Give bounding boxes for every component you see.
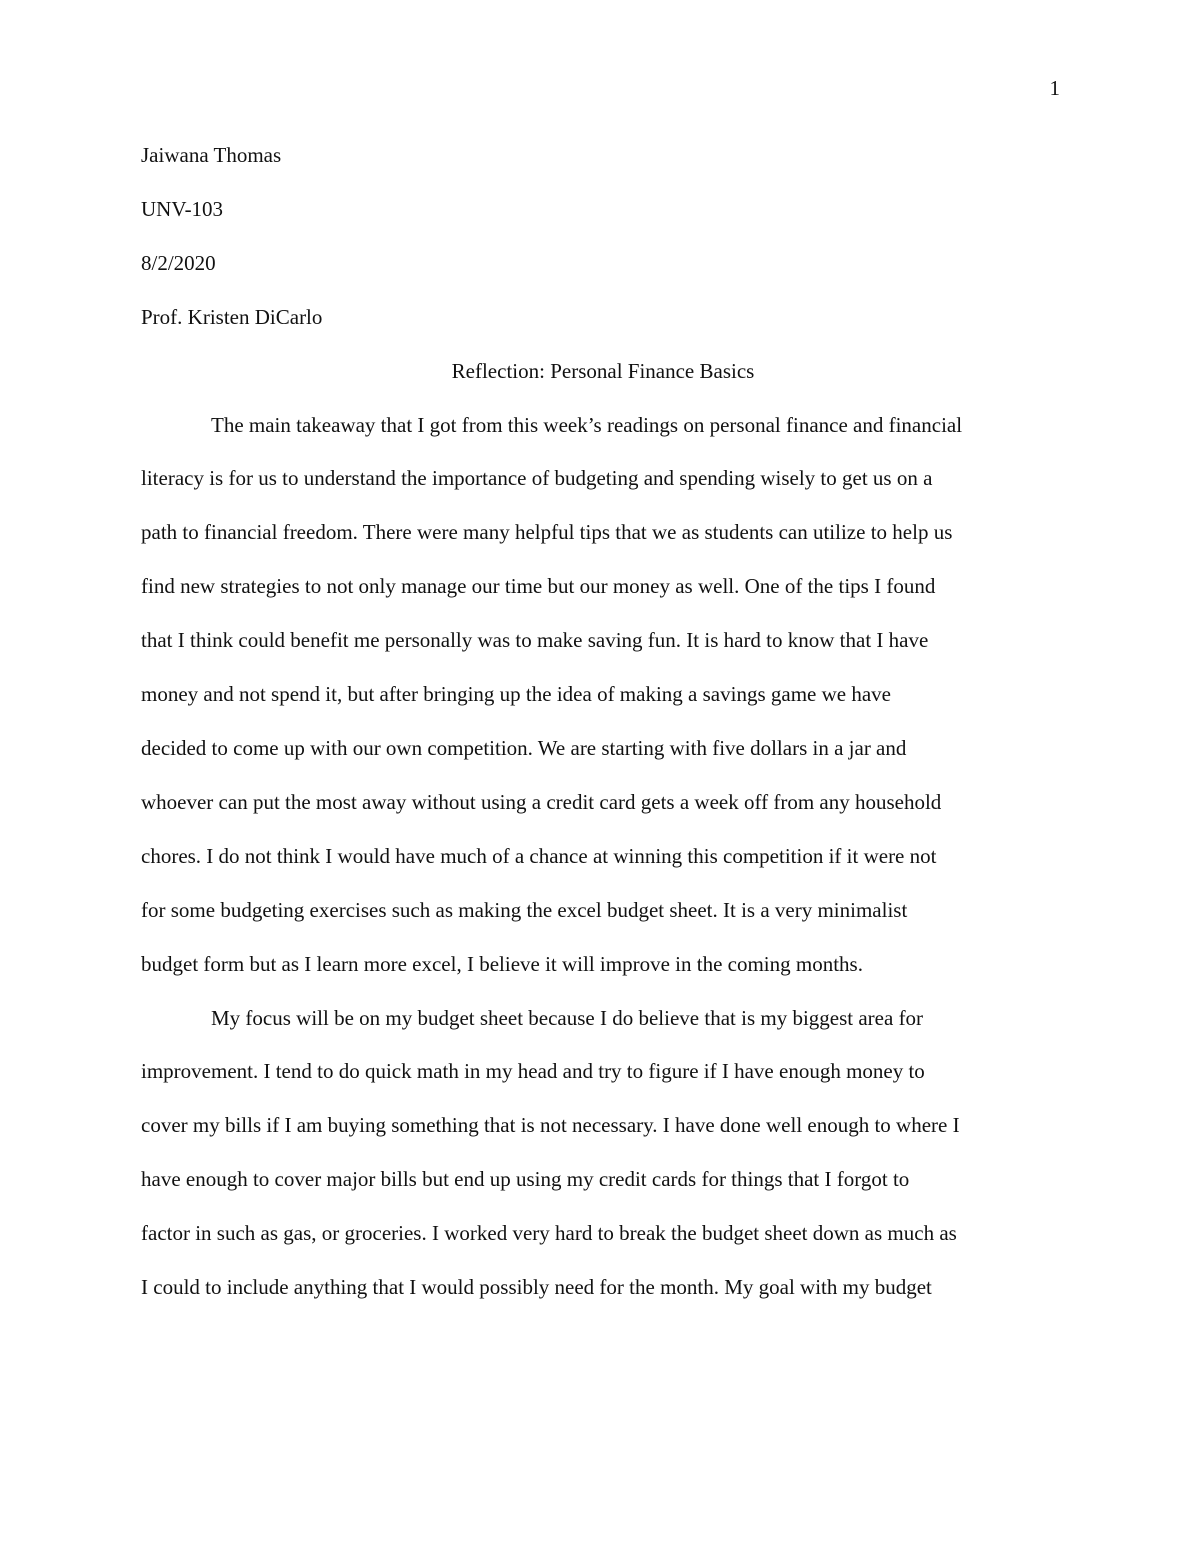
paragraph-line: that I think could benefit me personally was to make saving fun. It is hard to know that I have bbox=[141, 628, 929, 653]
paragraph-line: The main takeaway that I got from this week’s readings on personal finance and financial bbox=[211, 412, 963, 437]
student-name: Jaiwana Thomas bbox=[141, 143, 282, 167]
paragraph-line: cover my bills if I am buying something that is not necessary. I have done well enough to where I bbox=[141, 1113, 960, 1138]
paragraph-line: for some budgeting exercises such as making the excel budget sheet. It is a very minimalist bbox=[141, 897, 908, 922]
paragraph-line: path to financial freedom. There were many helpful tips that we as students can utilize to help us bbox=[141, 520, 953, 545]
paragraph-line: improvement. I tend to do quick math in my head and try to figure if I have enough money to bbox=[141, 1059, 925, 1084]
course-code: UNV-103 bbox=[141, 196, 224, 221]
paragraph-line: have enough to cover major bills but end up using my credit cards for things that I forgot to bbox=[141, 1167, 910, 1192]
paragraph-line: My focus will be on my budget sheet because I do believe that is my biggest area for bbox=[211, 1005, 924, 1030]
paragraph-line: literacy is for us to understand the importance of budgeting and spending wisely to get us on a bbox=[141, 466, 933, 491]
page-number: 1 bbox=[1049, 76, 1060, 100]
professor-name: Prof. Kristen DiCarlo bbox=[141, 304, 323, 329]
paragraph-1 bbox=[141, 399, 1065, 992]
paragraph-line: chores. I do not think I would have much of a chance at winning this competition if it were not bbox=[141, 843, 937, 868]
document-title: Reflection: Personal Finance Basics bbox=[451, 358, 755, 383]
submission-date: 8/2/2020 bbox=[141, 250, 216, 275]
document-body bbox=[141, 129, 1065, 1315]
paragraph-line: factor in such as gas, or groceries. I worked very hard to break the budget sheet down as much as bbox=[141, 1221, 957, 1246]
paragraph-line: money and not spend it, but after bringing up the idea of making a savings game we have bbox=[141, 682, 891, 707]
paragraph-line: decided to come up with our own competition. We are starting with five dollars in a jar and bbox=[141, 735, 907, 760]
paragraph-line: I could to include anything that I would possibly need for the month. My goal with my budget bbox=[141, 1275, 932, 1300]
paragraph-2 bbox=[141, 992, 1065, 1315]
paragraph-line: budget form but as I learn more excel, I believe it will improve in the coming months. bbox=[141, 951, 863, 976]
paragraph-line: whoever can put the most away without using a credit card gets a week off from any household bbox=[141, 789, 942, 814]
paragraph-line: find new strategies to not only manage our time but our money as well. One of the tips I found bbox=[141, 574, 936, 599]
